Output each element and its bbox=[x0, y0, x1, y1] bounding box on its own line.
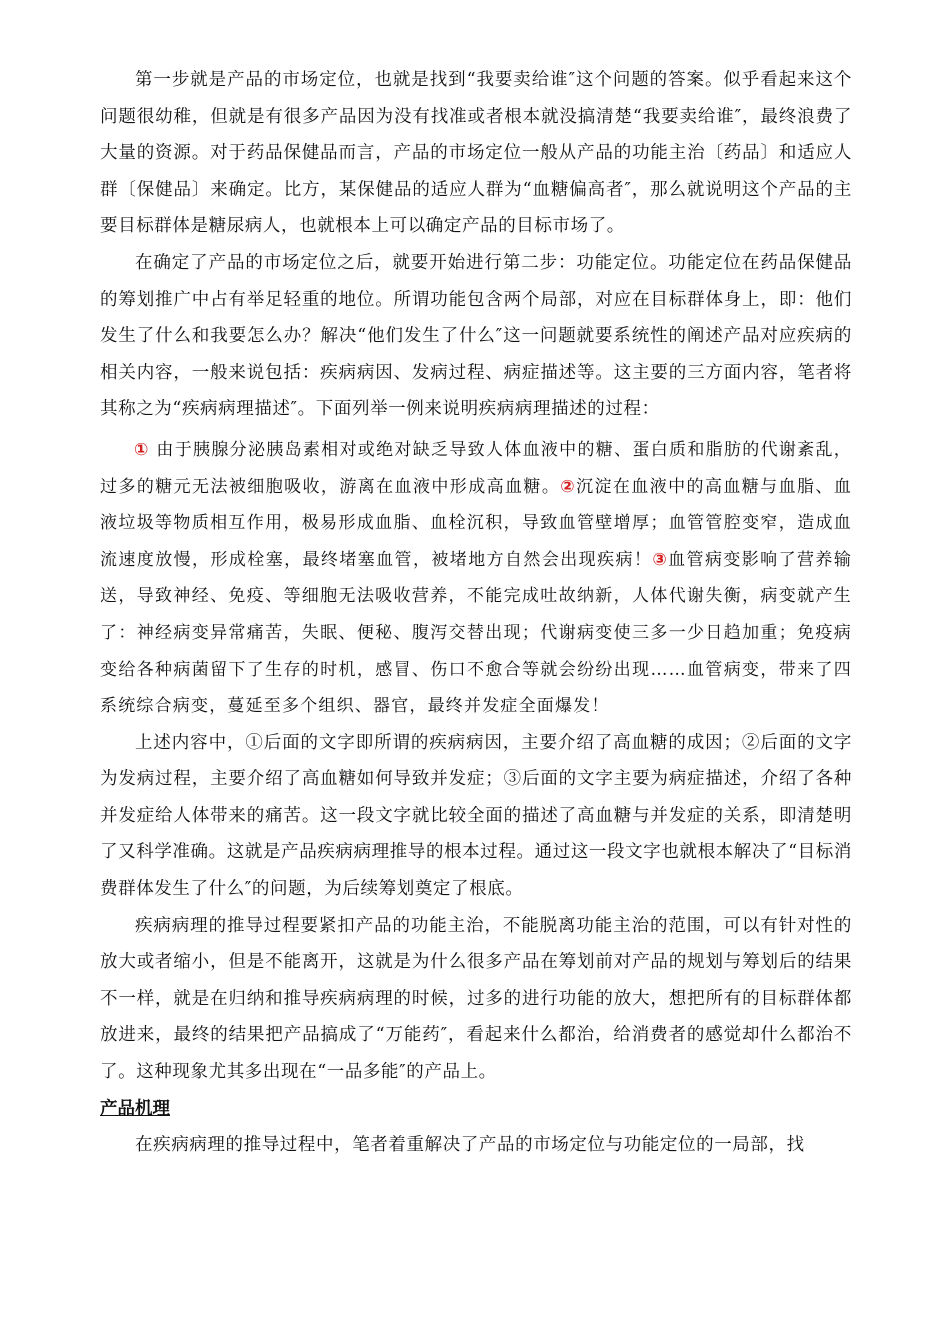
example-symptom-text: 血管病变影响了营养输送，导致神经、免疫、等细胞无法吸收营养，不能完成吐故纳新，人体代谢失衡，病变就产生了：神经病变异常痛苦，失眠、便秘、腹泻交替出现；代谢病变使三多一少日趋加重；免疫病变给各种病菌留下了生存的时机，感冒、伤口不愈合等就会纷纷出现……血管病变，带来了四系统综合病变，蔓延至多个组织、器官，最终并发症全面爆发！ bbox=[100, 549, 853, 717]
paragraph-mechanism-intro: 在疾病病理的推导过程中，笔者着重解决了产品的市场定位与功能定位的一局部，找 bbox=[135, 1134, 805, 1155]
document-page bbox=[100, 62, 852, 1163]
marker-two: ② bbox=[560, 476, 577, 497]
paragraph-derivation: 疾病病理的推导过程要紧扣产品的功能主治，不能脱离功能主治的范围，可以有针对性的放大或者缩小，但是不能离开，这就是为什么很多产品在筹划前对产品的规划与筹划后的结果不一样，就是在归纳和推导疾病病理的时候，过多的进行功能的放大，想把所有的目标群体都放进来，最终的结果把产品搞成了“万能药″，看起来什么都治，给消费者的感觉却什么都治不了。这种现象尤其多出现在“一品多能″的产品上。 bbox=[100, 915, 852, 1083]
paragraph-market-positioning: 第一步就是产品的市场定位，也就是找到“我要卖给谁″这个问题的答案。似乎看起来这个问题很幼稚，但就是有很多产品因为没有找准或者根本就没搞清楚“我要卖给谁″，最终浪费了大量的资源。对于药品保健品而言，产品的市场定位一般从产品的功能主治〔药品〕和适应人群〔保健品〕来确定。比方，某保健品的适应人群为“血糖偏高者″，那么就说明这个产品的主要目标群体是糖尿病人，也就根本上可以确定产品的目标市场了。 bbox=[100, 70, 852, 237]
paragraph-function-positioning: 在确定了产品的市场定位之后，就要开始进行第二步：功能定位。功能定位在药品保健品的筹划推广中占有举足轻重的地位。所谓功能包含两个局部，对应在目标群体身上，即：他们发生了什么和我要怎么办？解决“他们发生了什么″这一问题就要系统性的阐述产品对应疾病的相关内容，一般来说包括：疾病病因、发病过程、病症描述等。这主要的三方面内容，笔者将其称之为“疾病病理描述″。下面列举一例来说明疾病病理描述的过程： bbox=[100, 252, 852, 420]
example-cause-text: 由于胰腺分泌胰岛素相对或绝对缺乏导致人体血液中的糖、蛋白质和脂肪的代谢紊乱，过多的糖元无法被细胞吸收，游离在血液中形成高血糖。 bbox=[100, 439, 853, 497]
example-process-text: 沉淀在血液中的高血糖与血脂、血液垃圾等物质相互作用，极易形成血脂、血栓沉积，导致血管壁增厚；血管管腔变窄，造成血流速度放慢，形成栓塞，最终堵塞血管，被堵地方自然会出现疾病！ bbox=[100, 476, 853, 570]
marker-one: ① bbox=[134, 439, 150, 460]
marker-three: ③ bbox=[652, 549, 669, 570]
section-heading-product-mechanism: 产品机理 bbox=[100, 1098, 170, 1119]
paragraph-explanation: 上述内容中，①后面的文字即所谓的疾病病因，主要介绍了高血糖的成因；②后面的文字为发病过程，主要介绍了高血糖如何导致并发症；③后面的文字主要为病症描述，介绍了各种并发症给人体带来的痛苦。这一段文字就比较全面的描述了高血糖与并发症的关系，即清楚明了又科学准确。这就是产品疾病病理推导的根本过程。通过这一段文字也就根本解决了“目标消费群体发生了什么″的问题，为后续筹划奠定了根底。 bbox=[100, 732, 852, 900]
pathology-example bbox=[100, 432, 852, 725]
